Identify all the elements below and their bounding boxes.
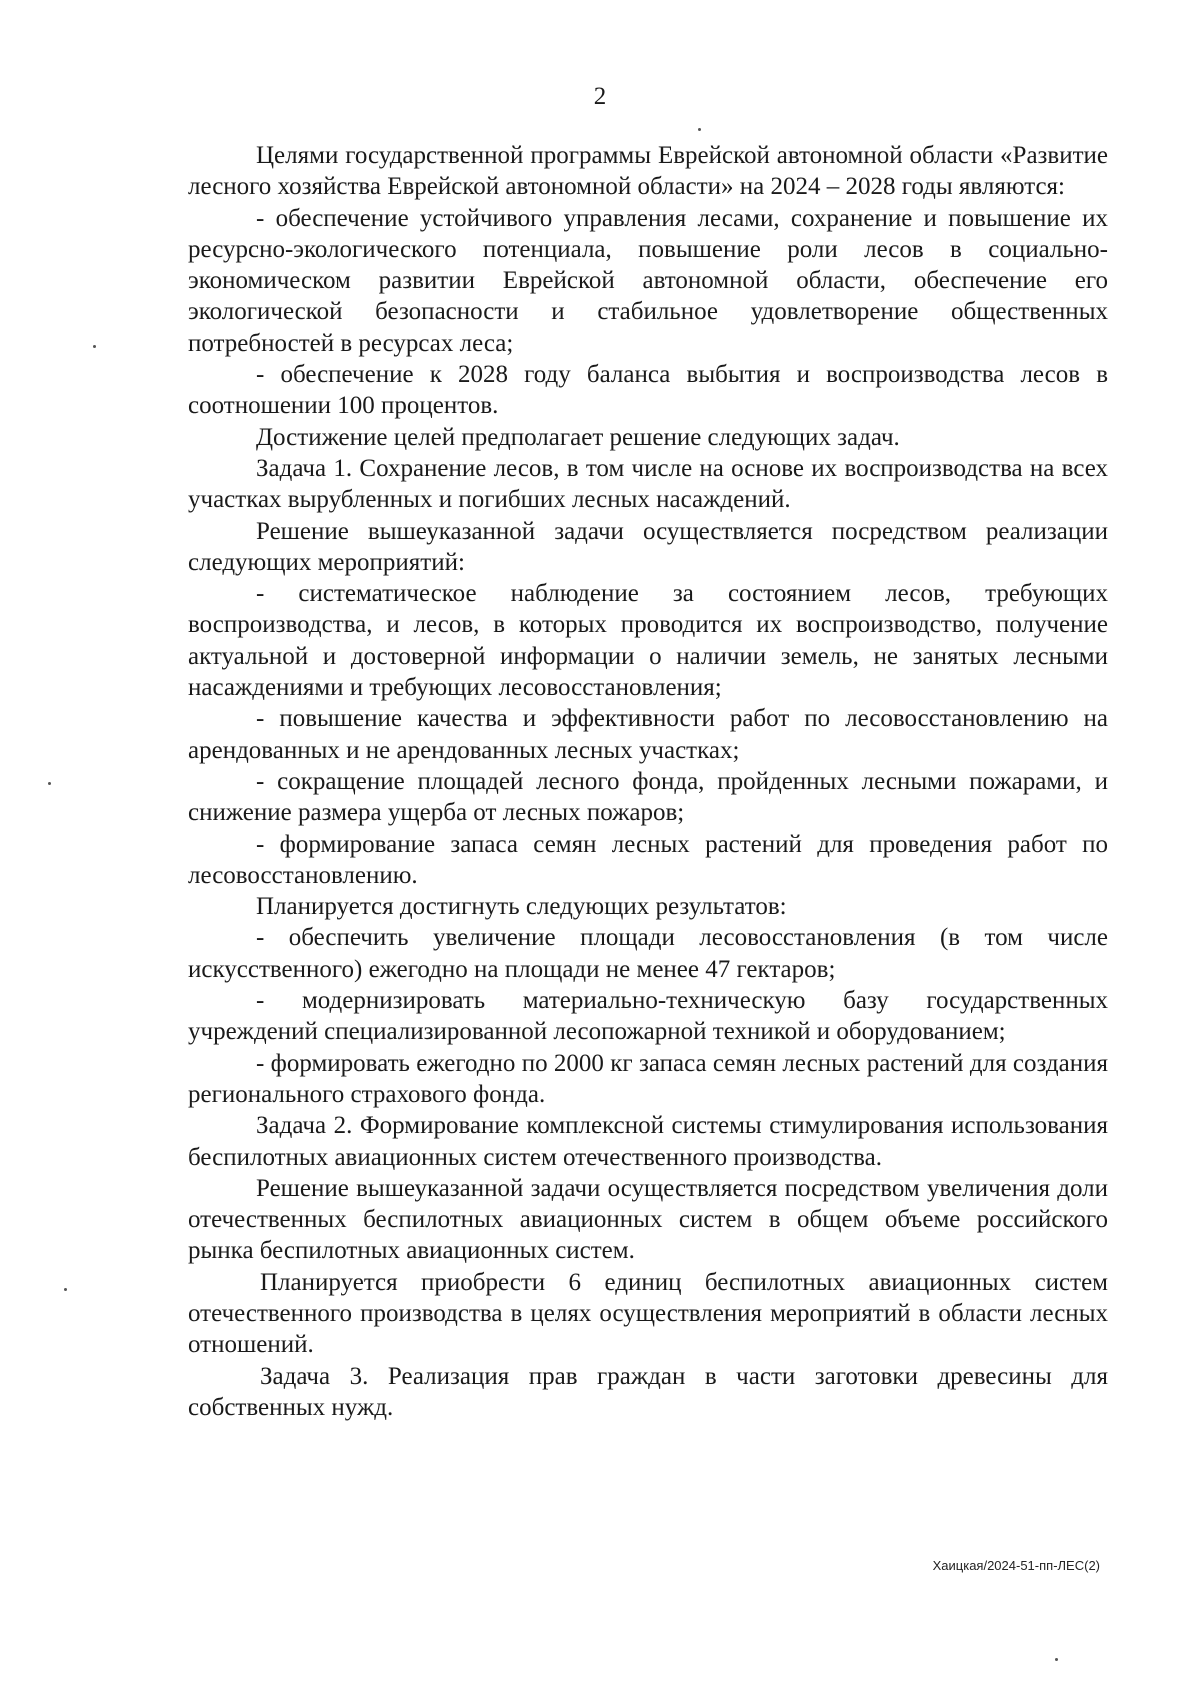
paragraph: Планируется приобрести 6 единиц беспилотных авиационных систем отечественного производства в целях осуществления мероприятий в области лесных отношений. (188, 1268, 1108, 1359)
list-item: - сокращение площадей лесного фонда, пройденных лесными пожарами, и снижение размера ущерба от лесных пожаров; (188, 767, 1108, 827)
list-item: - модернизировать материально-техническую базу государственных учреждений специализированной лесопожарной техникой и оборудованием; (188, 987, 1108, 1046)
paragraph: Достижение целей предполагает решение следующих задач. (256, 423, 900, 451)
list-item: - повышение качества и эффективности работ по лесовосстановлению на арендованных и не арендованных лесных участках; (188, 705, 1108, 764)
paragraph: Целями государственной программы Еврейской автономной области «Развитие лесного хозяйства Еврейской автономной области» на 2024 – 2028 годы являются: (188, 142, 1108, 201)
task-heading: Задача 2. Формирование комплексной системы стимулирования использования беспилотных авиационных систем отечественного производства. (188, 1112, 1108, 1171)
paragraph: Планируется достигнуть следующих результатов: (256, 893, 787, 921)
document-code: Хаицкая/2024-51-пп-ЛЕС(2) (932, 1558, 1100, 1573)
page-number: 2 (593, 83, 607, 110)
list-item: - формирование запаса семян лесных растений для проведения работ по лесовосстановлению. (188, 830, 1108, 889)
paragraph: Решение вышеуказанной задачи осуществляется посредством увеличения доли отечественных беспилотных авиационных систем в общем объеме российского рынка беспилотных авиационных систем. (188, 1174, 1108, 1265)
list-item: - формировать ежегодно по 2000 кг запаса семян лесных растений для создания регионального страхового фонда. (188, 1049, 1108, 1108)
list-item: - обеспечить увеличение площади лесовосстановления (в том числе искусственного) ежегодно на площади не менее 47 гектаров; (188, 924, 1108, 983)
task-heading: Задача 1. Сохранение лесов, в том числе на основе их воспроизводства на всех участках вырубленных и погибших лесных насаждений. (188, 454, 1108, 514)
task-heading: Задача 3. Реализация прав граждан в части заготовки древесины для собственных нужд. (188, 1362, 1108, 1421)
paragraph: Решение вышеуказанной задачи осуществляется посредством реализации следующих мероприятий: (188, 517, 1108, 576)
list-item: - обеспечение устойчивого управления лесами, сохранение и повышение их ресурсно-экологического потенциала, повышение роли лесов в социально-экономическом развитии Еврейской автономной области, обеспечение его экологической безопасности и стабильное удовлетворение общественных потребностей в ресурсах леса; (188, 204, 1108, 357)
list-item: - обеспечение к 2028 году баланса выбытия и воспроизводства лесов в соотношении 100 процентов. (188, 361, 1108, 420)
list-item: - систематическое наблюдение за состоянием лесов, требующих воспроизводства, и лесов, в которых проводится их воспроизводство, получение актуальной и достоверной информации о наличии земель, не занятых лесными насаждениями и требующих лесовосстановления; (188, 580, 1108, 702)
scan-speck (64, 1288, 67, 1291)
scan-speck (698, 128, 701, 131)
scan-speck (93, 345, 96, 348)
scan-speck (1055, 1658, 1058, 1661)
scan-speck (48, 782, 51, 785)
document-body (188, 140, 1108, 1423)
